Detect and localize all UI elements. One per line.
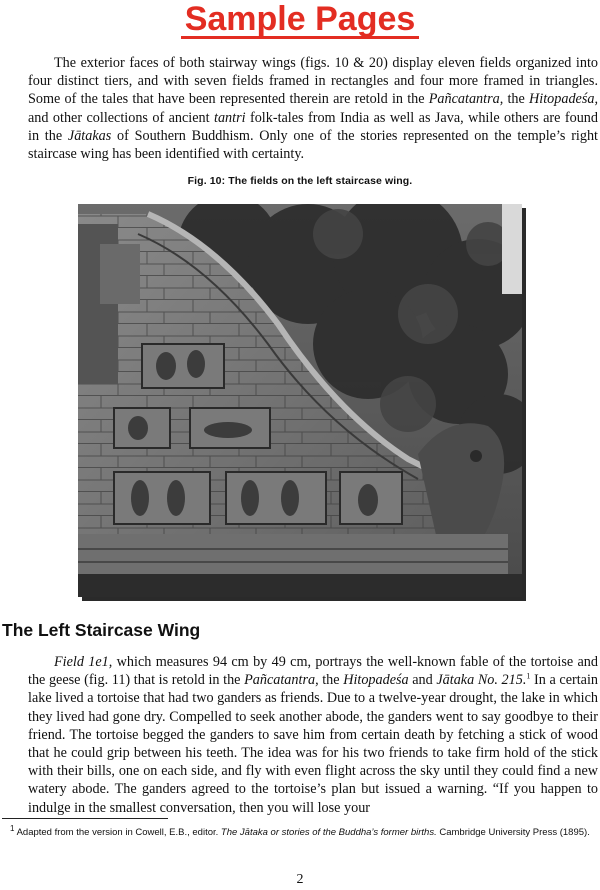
sample-pages-banner [0,0,600,42]
page-number: 2 [296,872,304,887]
intro-term-tantri: tantri [214,109,246,126]
intro-title-pancatantra: Pañcatantra, [428,91,504,108]
body-text-3: and [408,672,437,689]
staircase-wing-illustration [78,204,522,597]
body-title-pancatantra: Pañcatantra [244,672,316,689]
body-text-2: , the [315,672,344,689]
intro-title-jatakas: Jātakas [67,127,112,144]
intro-text-4: folk-tales from India as well as Java, while others are found in the [28,109,598,144]
body-title-jataka: Jātaka No. 215. [436,672,527,689]
intro-text-5: of Southern Buddhism. Only one of the stories represented on the temple’s right staircase wing has been identified with certainty. [28,127,598,163]
intro-title-hitopadesa: Hitopadeśa, [529,91,598,108]
banner-text: Sample Pages [181,2,420,39]
body-text-4: In a certain lake lived a tortoise that had two ganders as friends. Due to a twelve-year drought, the lake in which they lived had gone dry. Compelled to seek another abode, the ganders went to say goodbye to their friend. The tortoise begged the ganders to save him from certain death by fetching a stick of wood that he could grip between his teeth. The idea was for his two friends to take firm hold of the stick with their bills, one on each side, and fly with even flight across the sky until they could find a new watery abode. The ganders agreed to the tortoise’s plan but issued a warning. “If you happen to indulge in the smallest conversation, then you will lose your [28,672,598,816]
intro-paragraph [28,54,598,163]
intro-text-3: and other collections of ancient [28,109,215,126]
body-paragraph [28,653,598,817]
body-title-hitopadesa: Hitopadeśa [343,672,409,689]
footnote-text-2: Cambridge University Press (1895). [436,827,590,838]
intro-text-1: The exterior faces of both stairway wings (figs. 10 & 20) display eleven fields organized into four distinct tiers, and with seven fields framed in rectangles and four more framed in triangles. Some of the tales that have been represented therein are retold in the [28,55,598,108]
footnote [10,823,598,839]
field-label: Field 1e1, [54,654,113,670]
footnote-reference[interactable]: 1 [526,671,531,681]
footnote-title: The Jātaka or stories of the Buddha’s former births. [220,827,437,838]
footnote-divider [2,818,168,819]
staircase-wing-photo [78,204,522,597]
figure-caption: Fig. 10: The fields on the left staircase wing. [187,175,413,187]
intro-text-2: the [503,91,530,108]
footnote-mark: 1 [10,823,15,833]
footnote-text-1: Adapted from the version in Cowell, E.B., editor. [14,827,221,838]
section-heading: The Left Staircase Wing [2,620,201,640]
body-text-1: which measures 94 cm by 49 cm, portrays the well-known fable of the tortoise and the geese (fig. 11) that is retold in the [28,654,598,689]
